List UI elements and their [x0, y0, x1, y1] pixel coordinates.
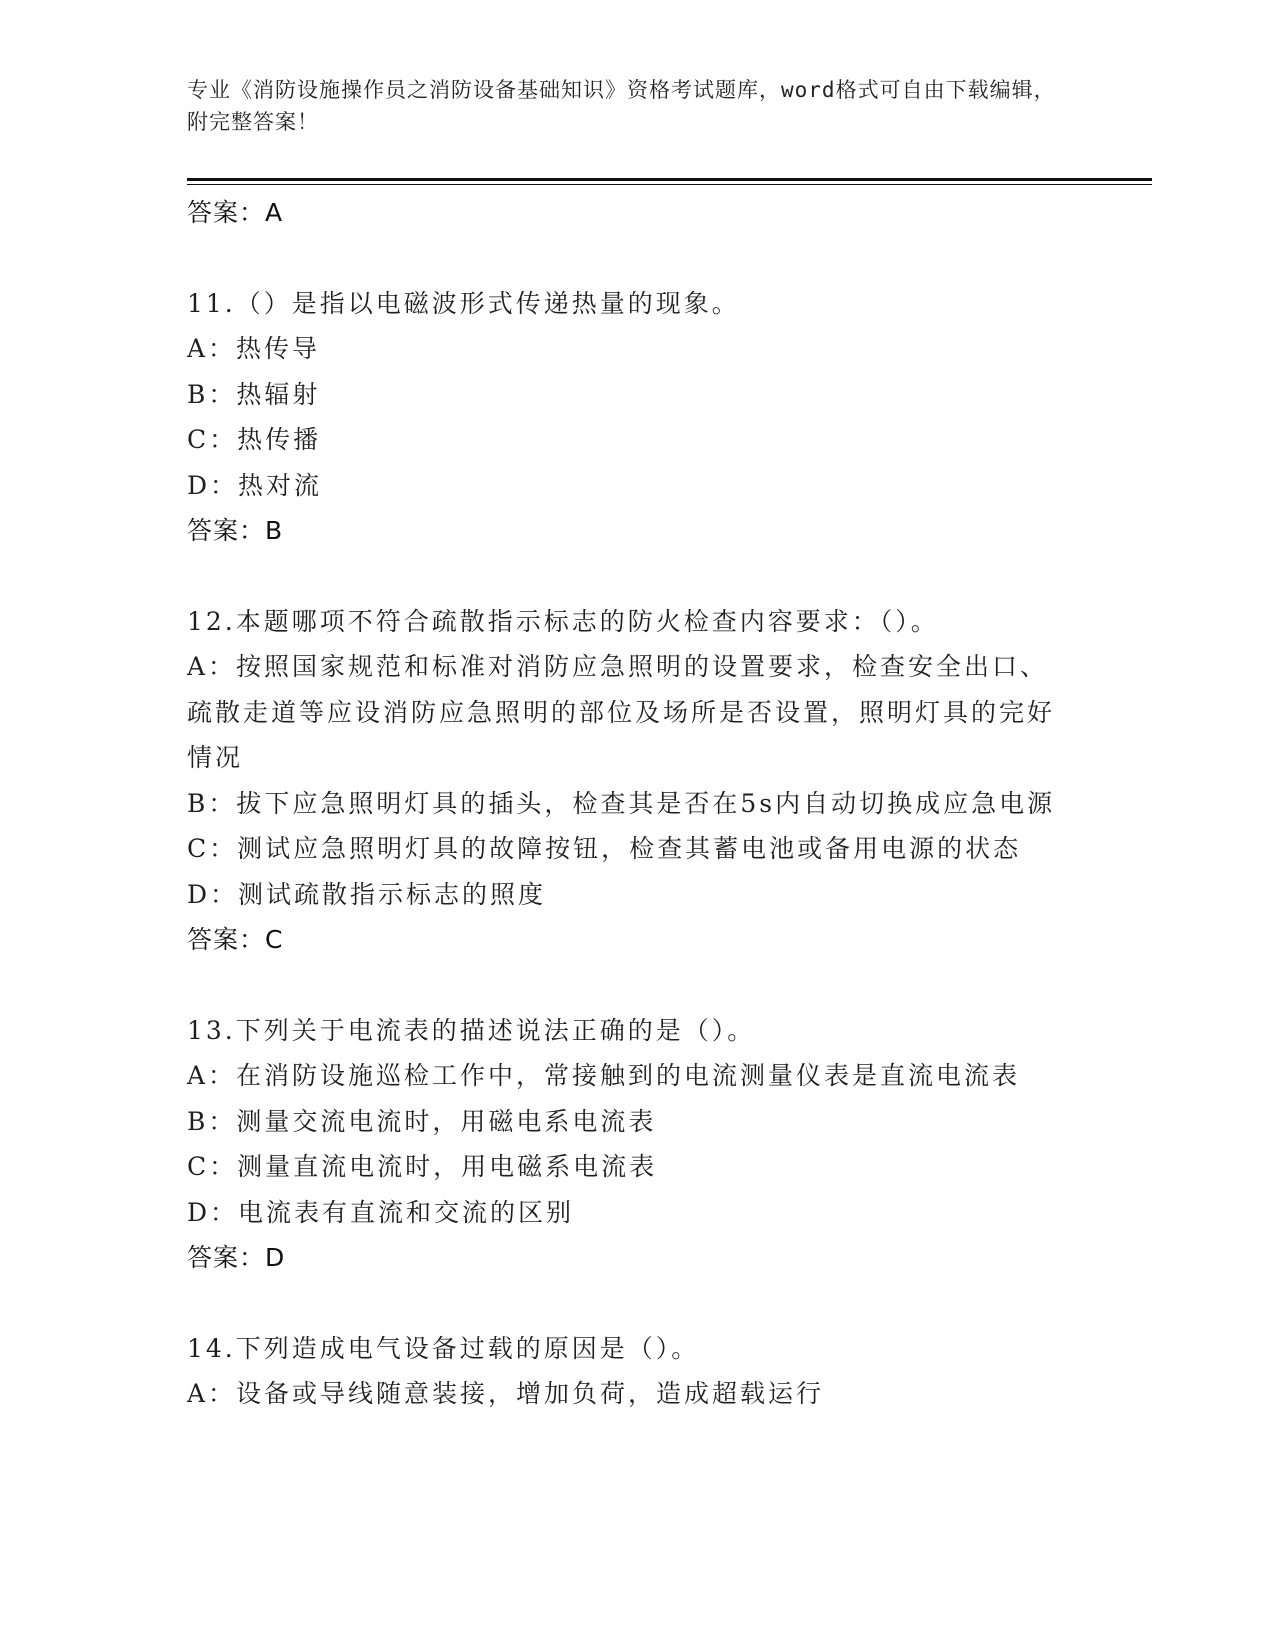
option-a: A：设备或导线随意装接，增加负荷，造成超载运行: [187, 1379, 825, 1408]
option-d: D：热对流: [187, 470, 323, 500]
question-block-14: [187, 1326, 1067, 1417]
question-text: 12.本题哪项不符合疏散指示标志的防火检查内容要求：（）。: [187, 606, 939, 636]
question-block-12: [187, 599, 1067, 963]
option-c: C：测试应急照明灯具的故障按钮，检查其蓄电池或备用电源的状态: [187, 834, 1022, 863]
option-b: B：热辐射: [187, 379, 321, 409]
header-rule-thick: [187, 178, 1152, 181]
option-c: C：测量直流电流时，用电磁系电流表: [187, 1152, 658, 1181]
option-d: D：电流表有直流和交流的区别: [187, 1197, 575, 1227]
question-text: 11.（）是指以电磁波形式传递热量的现象。: [187, 288, 740, 318]
option-a: A：按照国家规范和标准对消防应急照明的设置要求，检查安全出口、疏散走道等应设消防应急照明的部位及场所是否设置，照明灯具的完好情况: [187, 652, 1056, 772]
previous-answer: 答案：A: [187, 198, 284, 227]
option-c: C：热传播: [187, 425, 322, 454]
option-b: B：拔下应急照明灯具的插头，检查其是否在5s内自动切换成应急电源: [187, 788, 1056, 818]
option-a: A：热传导: [187, 334, 321, 363]
question-block-11: [187, 281, 1067, 554]
option-b: B：测量交流电流时，用磁电系电流表: [187, 1106, 657, 1136]
question-block-13: [187, 1008, 1067, 1281]
header-rule-thin: [187, 184, 1152, 185]
option-a: A：在消防设施巡检工作中，常接触到的电流测量仪表是直流电流表: [187, 1061, 1021, 1090]
question-content: [187, 190, 1067, 1417]
answer-text: 答案：C: [187, 925, 284, 954]
question-text: 14.下列造成电气设备过载的原因是（）。: [187, 1333, 700, 1363]
page-header: 专业《消防设施操作员之消防设备基础知识》资格考试题库，word格式可自由下载编辑，附完整答案！: [187, 78, 1056, 134]
answer-text: 答案：B: [187, 516, 284, 545]
option-d: D：测试疏散指示标志的照度: [187, 879, 547, 909]
question-text: 13.下列关于电流表的描述说法正确的是（）。: [187, 1015, 756, 1045]
answer-text: 答案：D: [187, 1243, 286, 1272]
